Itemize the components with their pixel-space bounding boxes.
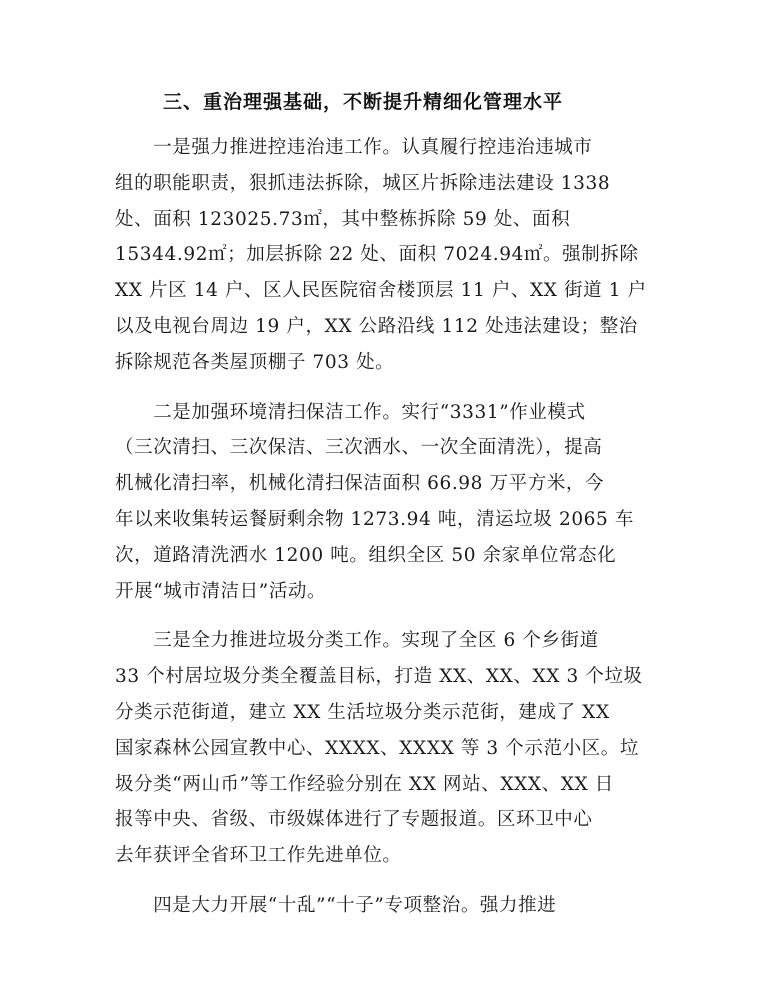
text-line: 四是大力开展“十乱”“十子”专项整治。强力推进 [115, 894, 557, 916]
paragraph-street-cleaning [115, 395, 660, 610]
paragraph-spacer [115, 381, 660, 395]
paragraph-spacer [115, 609, 660, 623]
paragraph-waste-sorting [115, 623, 660, 874]
text-line: 圾分类“两山币”等工作经验分别在 XX 网站、XXX、XX 日 [115, 773, 614, 795]
paragraph-special-rectification [115, 888, 660, 924]
text-line: 拆除规范各类屋顶棚子 703 处。 [115, 351, 395, 373]
text-line: 二是加强环境清扫保洁工作。实行“3331”作业模式 [115, 401, 586, 423]
text-line: 去年获评全省环卫工作先进单位。 [115, 845, 402, 867]
section-heading: 三、重治理强基础，不断提升精细化管理水平 [163, 91, 564, 113]
text-line: 组的职能职责，狠抓违法拆除，城区片拆除违法建设 1338 [115, 172, 611, 194]
text-line: 一是强力推进控违治违工作。认真履行控违治违城市 [115, 137, 593, 158]
document-body [115, 130, 660, 924]
text-line: （三次清扫、三次保洁、三次洒水、一次全面清洗），提高 [115, 437, 603, 459]
text-line: 年以来收集转运餐厨剩余物 1273.94 吨，清运垃圾 2065 车 [115, 508, 635, 530]
text-line: 33 个村居垃圾分类全覆盖目标，打造 XX、XX、XX 3 个垃圾 [115, 666, 643, 688]
paragraph-spacer [115, 874, 660, 888]
text-line: 分类示范街道，建立 XX 生活垃圾分类示范街，建成了 XX [115, 701, 610, 723]
text-line: 国家森林公园宣教中心、XXXX、XXXX 等 3 个示范小区。垃 [115, 737, 639, 759]
text-line: 开展“城市清洁日”活动。 [115, 580, 327, 602]
text-line: 以及电视台周边 19 户，XX 公路沿线 112 处违法建设；整治 [115, 315, 638, 337]
text-line: 三是全力推进垃圾分类工作。实现了全区 6 个乡街道 [115, 630, 599, 652]
text-line: 处、面积 123025.73㎡，其中整栋拆除 59 处、面积 [115, 208, 571, 230]
text-line: 报等中央、省级、市级媒体进行了专题报道。区环卫中心 [115, 809, 593, 831]
text-line: 次，道路清洗洒水 1200 吨。组织全区 50 余家单位常态化 [115, 544, 617, 566]
text-line: 机械化清扫率，机械化清扫保洁面积 66.98 万平方米，今 [115, 473, 605, 495]
paragraph-control-violations [115, 130, 660, 381]
text-line: 15344.92㎡；加层拆除 22 处、面积 7024.94㎡。强制拆除 [115, 244, 639, 266]
text-line: XX 片区 14 户、区人民医院宿舍楼顶层 11 户、XX 街道 1 户 [115, 280, 647, 302]
